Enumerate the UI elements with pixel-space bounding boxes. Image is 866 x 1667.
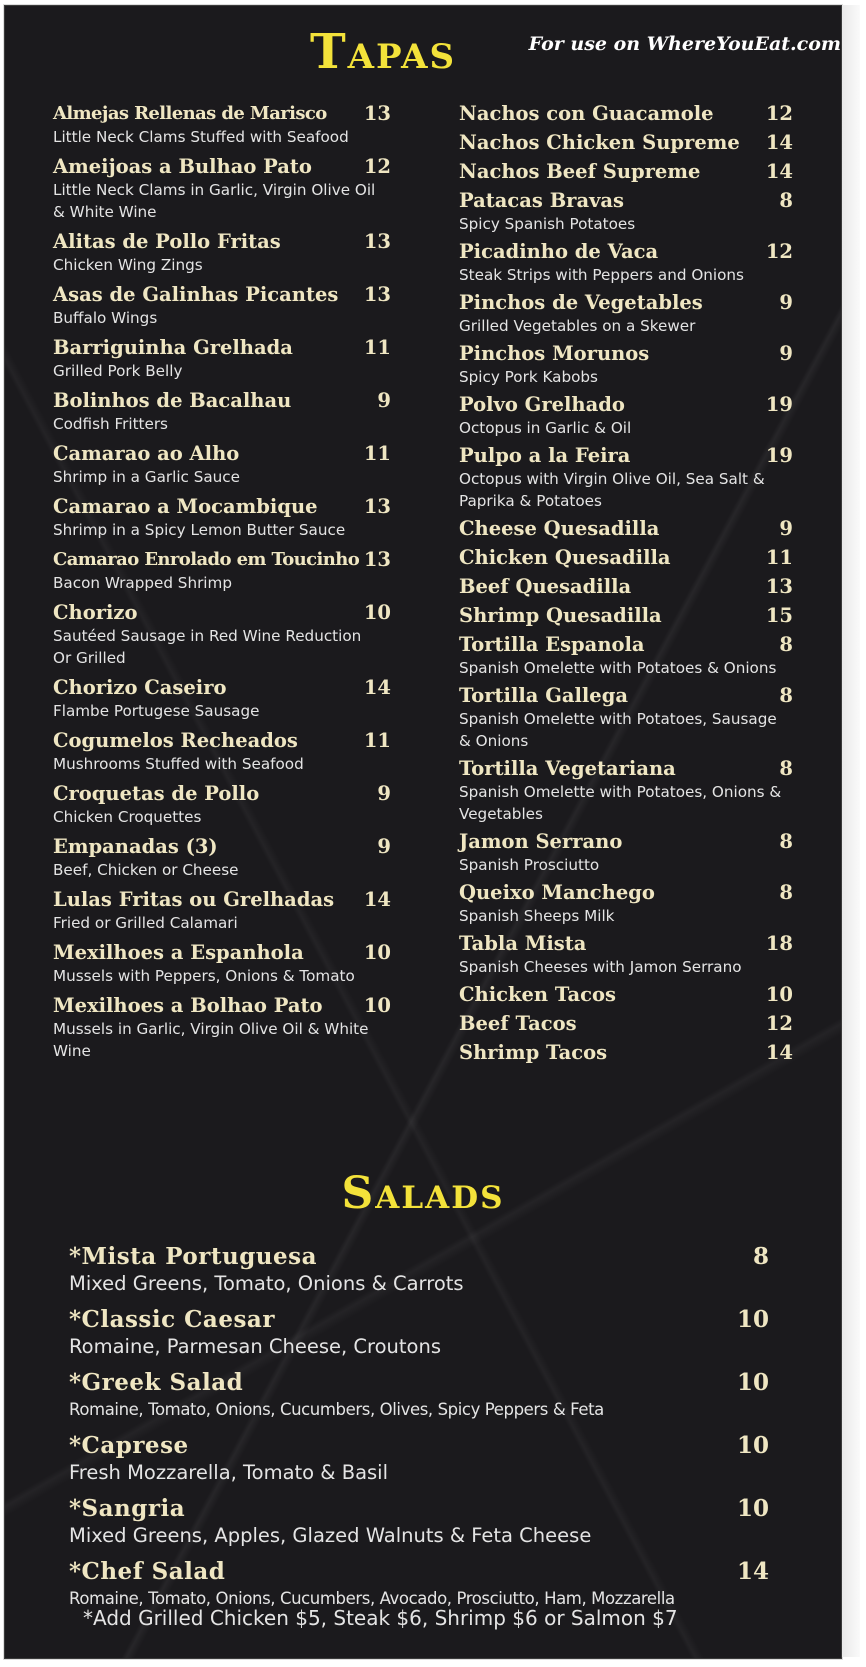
item-price: 11 [363, 729, 391, 752]
item-price: 12 [765, 1012, 793, 1035]
item-description: Mussels with Peppers, Onions & Tomato [53, 967, 355, 985]
salad-item [69, 1306, 769, 1360]
menu-item [53, 283, 391, 329]
item-price: 11 [765, 546, 793, 569]
item-price: 11 [363, 336, 391, 359]
item-price: 10 [736, 1432, 769, 1459]
menu-page [4, 5, 842, 1659]
item-description: Spanish Sheeps Milk [459, 907, 615, 925]
item-description: Romaine, Tomato, Onions, Cucumbers, Olives, Spicy Peppers & Feta [69, 1400, 604, 1419]
item-price: 14 [736, 1558, 769, 1585]
item-price: 9 [779, 291, 793, 314]
item-price: 9 [779, 517, 793, 540]
item-name: Chorizo Caseiro [53, 676, 227, 699]
item-description: Spicy Pork Kabobs [459, 368, 598, 386]
item-name: Beef Tacos [459, 1012, 577, 1035]
menu-item [459, 102, 793, 126]
item-description: Codfish Fritters [53, 415, 168, 433]
item-description: Grilled Vegetables on a Skewer [459, 317, 696, 335]
item-price: 14 [765, 1041, 793, 1064]
item-price: 19 [765, 393, 793, 416]
salad-addon-note: *Add Grilled Chicken $5, Steak $6, Shrimp $6 or Salmon $7 [83, 1606, 678, 1630]
item-description: Chicken Croquettes [53, 808, 202, 826]
item-price: 9 [377, 389, 391, 412]
item-price: 13 [363, 102, 391, 125]
menu-item [459, 684, 793, 752]
menu-item [459, 1041, 793, 1065]
item-description: Bacon Wrapped Shrimp [53, 574, 232, 592]
item-name: Shrimp Quesadilla [459, 604, 662, 627]
item-description: Fried or Grilled Calamari [53, 914, 238, 932]
menu-item [459, 393, 793, 439]
item-description: Spanish Omelette with Potatoes & Onions [459, 659, 777, 677]
menu-item [53, 230, 391, 276]
item-name: Nachos con Guacamole [459, 102, 714, 125]
item-price: 13 [765, 575, 793, 598]
menu-item [53, 495, 391, 541]
item-name: Jamon Serrano [459, 830, 623, 853]
item-name: Tortilla Espanola [459, 633, 645, 656]
item-description: Mushrooms Stuffed with Seafood [53, 755, 304, 773]
menu-item [459, 575, 793, 599]
menu-item [53, 601, 391, 669]
item-description: Buffalo Wings [53, 309, 158, 327]
item-price: 12 [765, 102, 793, 125]
item-price: 8 [779, 881, 793, 904]
item-price: 14 [363, 888, 391, 911]
salad-item [69, 1369, 769, 1423]
item-price: 8 [779, 757, 793, 780]
menu-item [459, 240, 793, 286]
item-description: Spanish Omelette with Potatoes, Onions & Vegetables [459, 783, 782, 823]
item-price: 13 [363, 548, 391, 571]
tapas-left-column [53, 102, 391, 1069]
item-price: 8 [779, 830, 793, 853]
menu-item [459, 830, 793, 876]
menu-item [459, 932, 793, 978]
menu-item [53, 336, 391, 382]
item-price: 10 [765, 983, 793, 1006]
item-name: *Greek Salad [69, 1369, 244, 1396]
item-name: Empanadas (3) [53, 835, 218, 858]
item-name: Barriguinha Grelhada [53, 336, 293, 359]
item-name: Pinchos Morunos [459, 342, 650, 365]
item-price: 19 [765, 444, 793, 467]
menu-item [53, 389, 391, 435]
item-price: 10 [363, 941, 391, 964]
watermark: For use on WhereYouEat.com [528, 33, 841, 55]
item-name: Bolinhos de Bacalhau [53, 389, 292, 412]
item-name: Tabla Mista [459, 932, 587, 955]
item-name: *Classic Caesar [69, 1306, 275, 1333]
item-name: Beef Quesadilla [459, 575, 632, 598]
menu-item [53, 729, 391, 775]
salads-title: Salads [341, 1168, 505, 1219]
item-name: Nachos Chicken Supreme [459, 131, 740, 154]
item-name: Ameijoas a Bulhao Pato [53, 155, 312, 178]
item-name: Cheese Quesadilla [459, 517, 660, 540]
item-name: Nachos Beef Supreme [459, 160, 701, 183]
item-description: Flambe Portugese Sausage [53, 702, 260, 720]
menu-item [53, 782, 391, 828]
item-price: 11 [363, 442, 391, 465]
item-name: *Chef Salad [69, 1558, 226, 1585]
menu-item [459, 444, 793, 512]
salad-item [69, 1243, 769, 1297]
item-price: 9 [377, 835, 391, 858]
item-name: Alitas de Pollo Fritas [53, 230, 281, 253]
item-price: 10 [363, 601, 391, 624]
item-description: Steak Strips with Peppers and Onions [459, 266, 744, 284]
item-price: 13 [363, 230, 391, 253]
item-price: 18 [765, 932, 793, 955]
item-name: Lulas Fritas ou Grelhadas [53, 888, 335, 911]
item-description: Shrimp in a Spicy Lemon Butter Sauce [53, 521, 346, 539]
menu-item [53, 548, 391, 594]
item-description: Spanish Cheeses with Jamon Serrano [459, 958, 742, 976]
menu-item [53, 835, 391, 881]
menu-item [459, 881, 793, 927]
item-description: Mixed Greens, Tomato, Onions & Carrots [69, 1272, 464, 1295]
item-price: 8 [779, 633, 793, 656]
item-price: 10 [736, 1306, 769, 1333]
item-name: Mexilhoes a Espanhola [53, 941, 304, 964]
item-name: Camarao ao Alho [53, 442, 240, 465]
menu-item [459, 160, 793, 184]
item-description: Chicken Wing Zings [53, 256, 203, 274]
item-description: Mussels in Garlic, Virgin Olive Oil & White Wine [53, 1020, 369, 1060]
menu-item [459, 342, 793, 388]
salad-item [69, 1432, 769, 1486]
salad-item [69, 1558, 769, 1612]
menu-item [459, 517, 793, 541]
salad-item [69, 1495, 769, 1549]
item-name: Camarao a Mocambique [53, 495, 318, 518]
item-name: Pulpo a la Feira [459, 444, 631, 467]
item-price: 15 [765, 604, 793, 627]
item-description: Spanish Omelette with Potatoes, Sausage & Onions [459, 710, 777, 750]
item-name: Queixo Manchego [459, 881, 655, 904]
item-name: Asas de Galinhas Picantes [53, 283, 339, 306]
item-description: Shrimp in a Garlic Sauce [53, 468, 241, 486]
item-name: Picadinho de Vaca [459, 240, 659, 263]
item-price: 12 [363, 155, 391, 178]
menu-item [53, 155, 391, 223]
item-description: Mixed Greens, Apples, Glazed Walnuts & Feta Cheese [69, 1524, 592, 1547]
item-name: Chorizo [53, 601, 138, 624]
menu-item [459, 633, 793, 679]
menu-item [459, 291, 793, 337]
item-price: 14 [765, 160, 793, 183]
menu-item [53, 994, 391, 1062]
item-name: Almejas Rellenas de Marisco [53, 103, 327, 124]
item-description: Sautéed Sausage in Red Wine Reduction Or Grilled [53, 627, 362, 667]
menu-item [53, 102, 391, 148]
item-description: Romaine, Tomato, Onions, Cucumbers, Avocado, Prosciutto, Ham, Mozzarella [69, 1589, 675, 1608]
item-name: Chicken Tacos [459, 983, 616, 1006]
menu-item [53, 676, 391, 722]
item-description: Octopus in Garlic & Oil [459, 419, 632, 437]
item-name: Croquetas de Pollo [53, 782, 260, 805]
item-price: 9 [377, 782, 391, 805]
item-description: Little Neck Clams Stuffed with Seafood [53, 128, 349, 146]
item-description: Octopus with Virgin Olive Oil, Sea Salt & Paprika & Potatoes [459, 470, 765, 510]
page-edge [842, 5, 860, 1657]
item-price: 9 [779, 342, 793, 365]
item-price: 8 [779, 189, 793, 212]
item-price: 10 [736, 1369, 769, 1396]
tapas-title: Tapas [309, 24, 457, 80]
item-name: Shrimp Tacos [459, 1041, 608, 1064]
menu-item [459, 189, 793, 235]
item-name: Patacas Bravas [459, 189, 625, 212]
menu-item [459, 604, 793, 628]
menu-item [53, 442, 391, 488]
menu-item [459, 757, 793, 825]
item-name: Chicken Quesadilla [459, 546, 671, 569]
menu-item [459, 546, 793, 570]
menu-item [459, 1012, 793, 1036]
item-description: Fresh Mozzarella, Tomato & Basil [69, 1461, 389, 1484]
item-price: 8 [752, 1243, 769, 1270]
item-name: Camarao Enrolado em Toucinho [53, 549, 360, 570]
item-name: Cogumelos Recheados [53, 729, 298, 752]
menu-item [459, 131, 793, 155]
item-price: 14 [363, 676, 391, 699]
item-price: 10 [736, 1495, 769, 1522]
item-description: Spanish Prosciutto [459, 856, 600, 874]
menu-item [53, 888, 391, 934]
item-price: 13 [363, 495, 391, 518]
item-description: Beef, Chicken or Cheese [53, 861, 239, 879]
item-description: Romaine, Parmesan Cheese, Croutons [69, 1335, 441, 1358]
item-price: 14 [765, 131, 793, 154]
item-price: 12 [765, 240, 793, 263]
menu-item [459, 983, 793, 1007]
item-price: 13 [363, 283, 391, 306]
item-price: 8 [779, 684, 793, 707]
item-description: Grilled Pork Belly [53, 362, 183, 380]
item-price: 10 [363, 994, 391, 1017]
item-name: Pinchos de Vegetables [459, 291, 703, 314]
item-name: Tortilla Gallega [459, 684, 628, 707]
item-name: *Mista Portuguesa [69, 1243, 317, 1270]
item-description: Spicy Spanish Potatoes [459, 215, 636, 233]
item-name: Polvo Grelhado [459, 393, 625, 416]
item-name: Tortilla Vegetariana [459, 757, 676, 780]
item-name: *Caprese [69, 1432, 189, 1459]
item-name: Mexilhoes a Bolhao Pato [53, 994, 323, 1017]
salads-list [69, 1243, 769, 1621]
item-description: Little Neck Clams in Garlic, Virgin Olive Oil & White Wine [53, 181, 376, 221]
tapas-right-column [459, 102, 793, 1070]
menu-item [53, 941, 391, 987]
item-name: *Sangria [69, 1495, 186, 1522]
